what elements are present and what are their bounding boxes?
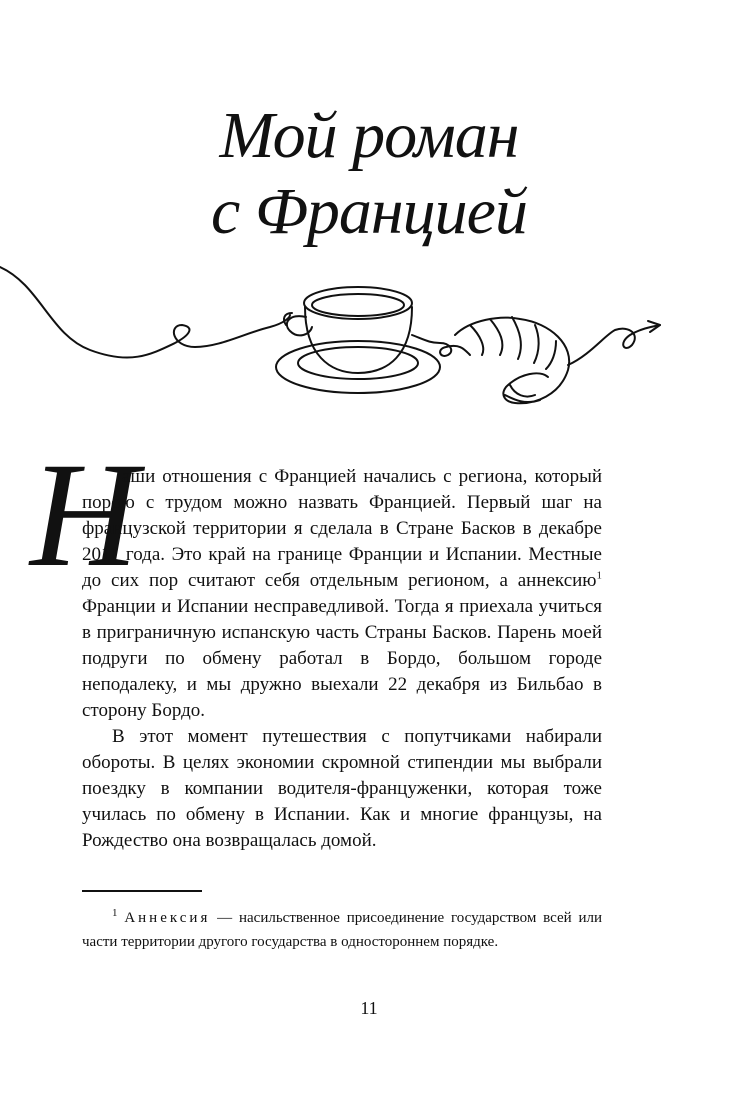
chapter-title-line-2: с Францией [211, 175, 527, 248]
footnote-number: 1 [112, 907, 118, 919]
croissant [455, 317, 569, 403]
coffee-croissant-illustration [0, 255, 738, 425]
footnote-term: Аннексия [124, 910, 211, 926]
chapter-title [0, 98, 738, 250]
paragraph-1-text: аши отношения с Францией начались с региона, который порою с трудом можно назвать Францией. Первый шаг на французской территории я сделала в Стране Басков в декабре 2011 года. Это край на границе Франции и Испании. Местные до сих пор считают себя отдельным регионом, а аннексию [82, 466, 602, 591]
chapter-body [82, 464, 602, 854]
footnote [82, 906, 602, 954]
page-number: 11 [360, 998, 378, 1018]
chapter-title-line-1: Мой роман [219, 99, 519, 172]
flowing-line-left [0, 267, 290, 358]
footnote-reference: 1 [596, 569, 602, 582]
cup-rim [304, 287, 412, 319]
paragraph-1-continuation: Франции и Испании несправедливой. Тогда я приехала учиться в приграничную испанскую часть Страны Басков. Парень моей подруги по обмену работал в Бордо, большом городе неподалеку, и мы дружно выехали 22 декабря из Бильбао в сторону Бордо. [82, 596, 602, 721]
drop-cap: Н [30, 432, 139, 598]
flowing-line-middle [412, 335, 470, 356]
footnote-text: — насильственное присоединение государством всей или части территории другого государства в одностороннем порядке. [82, 910, 602, 950]
paragraph-1 [82, 464, 602, 724]
cup-coffee [312, 294, 404, 316]
cup-handle [287, 316, 312, 335]
footnote-rule [82, 890, 202, 892]
paragraph-2: В этот момент путешествия с попутчиками набирали обороты. В целях экономии скромной стипендии мы выбрали поездку в компании водителя-француженки, которая тоже училась по обмену в Испании. Как и многие французы, на Рождество она возвращалась домой. [82, 726, 602, 851]
flowing-line-right [568, 325, 660, 365]
